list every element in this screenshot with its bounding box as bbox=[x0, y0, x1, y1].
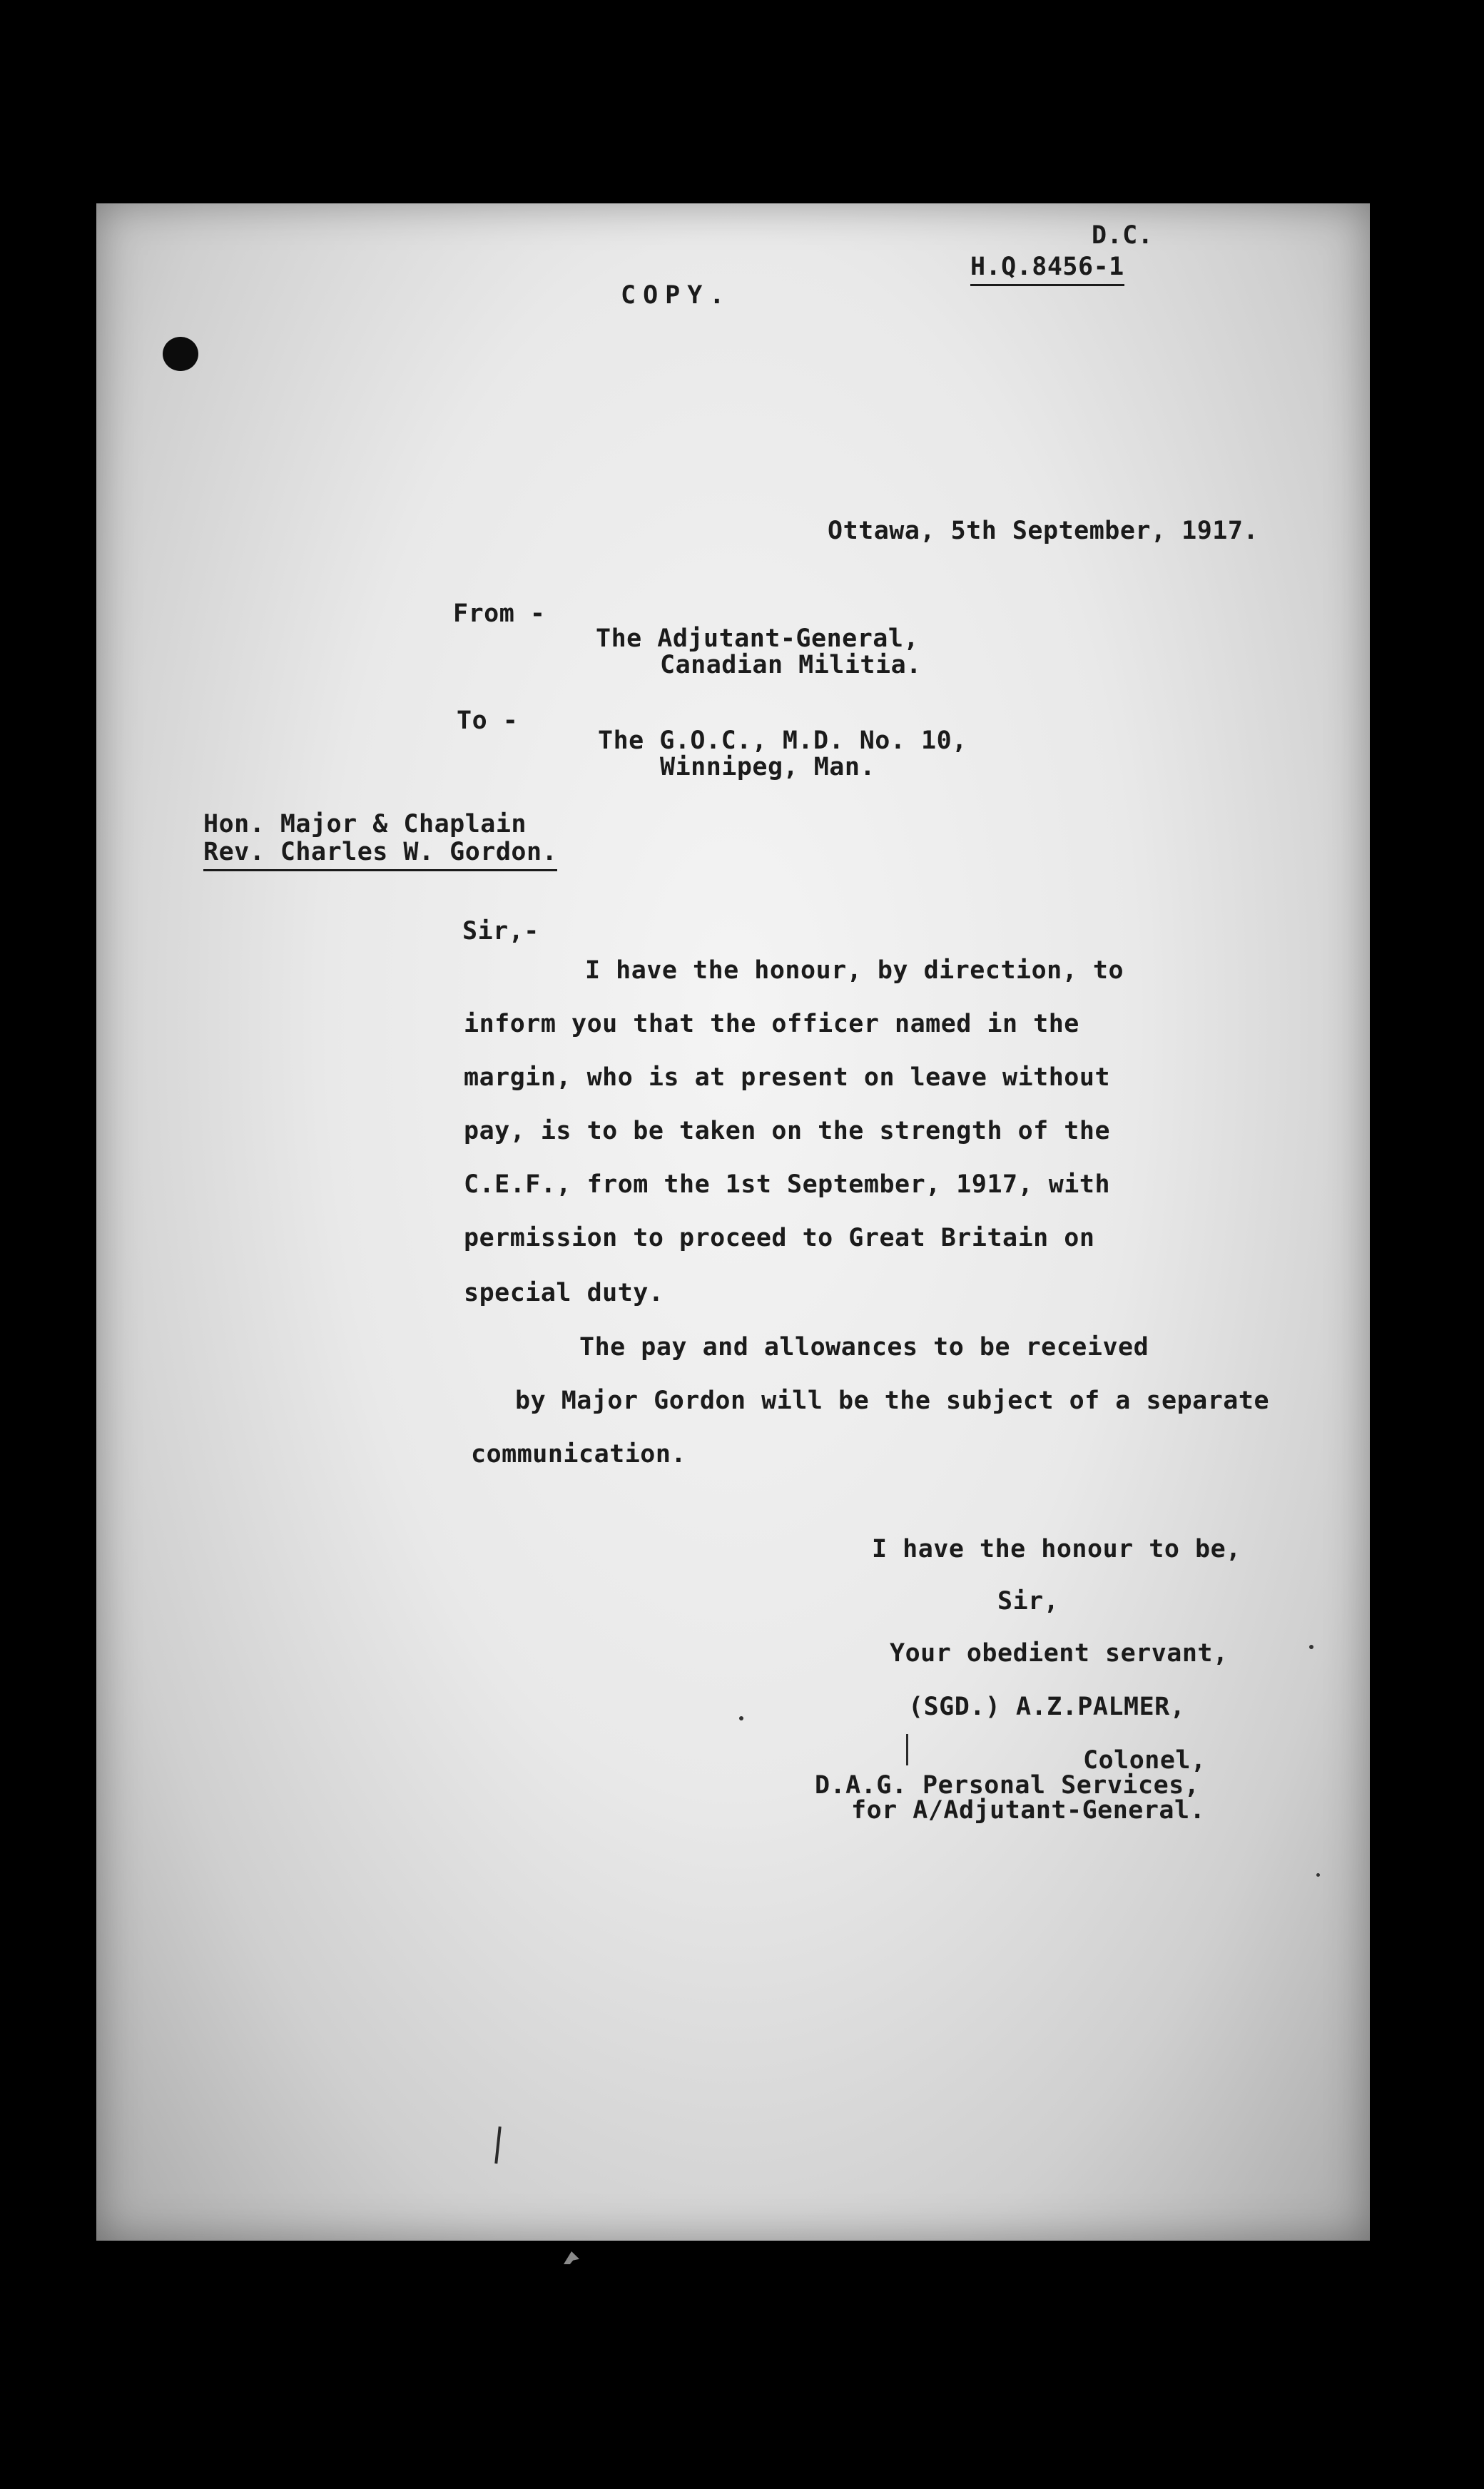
signature-line: Colonel, bbox=[1083, 1746, 1206, 1775]
reference-hq-number: H.Q.8456-1 bbox=[970, 251, 1124, 286]
scan-speck bbox=[1316, 1873, 1320, 1877]
to-address-line: The G.O.C., M.D. No. 10, bbox=[598, 726, 967, 755]
closing-line: (SGD.) A.Z.PALMER, bbox=[908, 1693, 1186, 1721]
body-line: communication. bbox=[471, 1440, 687, 1469]
scan-mark bbox=[906, 1734, 908, 1765]
from-address-line: The Adjutant-General, bbox=[596, 624, 920, 653]
body-line: permission to proceed to Great Britain on bbox=[464, 1224, 1095, 1252]
closing-line: Sir, bbox=[997, 1587, 1059, 1616]
from-address-line: Canadian Militia. bbox=[660, 651, 922, 679]
closing-line: Your obedient servant, bbox=[890, 1639, 1229, 1668]
body-line: C.E.F., from the 1st September, 1917, with bbox=[464, 1170, 1111, 1199]
salutation: Sir,- bbox=[462, 917, 539, 946]
body-line: margin, who is at present on leave without bbox=[464, 1063, 1111, 1092]
scan-mark bbox=[564, 2251, 579, 2264]
scan-speck bbox=[739, 1716, 743, 1720]
body-line: by Major Gordon will be the subject of a separate bbox=[515, 1387, 1270, 1415]
signature-line: for A/Adjutant-General. bbox=[851, 1796, 1206, 1825]
from-label: From - bbox=[453, 599, 546, 628]
date-line: Ottawa, 5th September, 1917. bbox=[828, 517, 1259, 545]
signature-line: D.A.G. Personal Services, bbox=[815, 1771, 1200, 1800]
body-line: inform you that the officer named in the bbox=[464, 1010, 1079, 1038]
to-label: To - bbox=[457, 706, 519, 735]
body-line: The pay and allowances to be received bbox=[579, 1333, 1149, 1362]
body-line: special duty. bbox=[464, 1279, 664, 1307]
ink-blot bbox=[163, 337, 198, 371]
scan-speck bbox=[1309, 1645, 1313, 1649]
margin-note-line: Rev. Charles W. Gordon. bbox=[203, 836, 557, 871]
to-address-line: Winnipeg, Man. bbox=[660, 753, 876, 781]
closing-line: I have the honour to be, bbox=[872, 1535, 1241, 1563]
body-line: I have the honour, by direction, to bbox=[585, 956, 1124, 985]
reference-dc: D.C. bbox=[1092, 221, 1154, 250]
margin-note-line: Hon. Major & Chaplain bbox=[203, 810, 527, 838]
copy-title: COPY. bbox=[621, 281, 732, 310]
body-line: pay, is to be taken on the strength of the bbox=[464, 1117, 1111, 1145]
